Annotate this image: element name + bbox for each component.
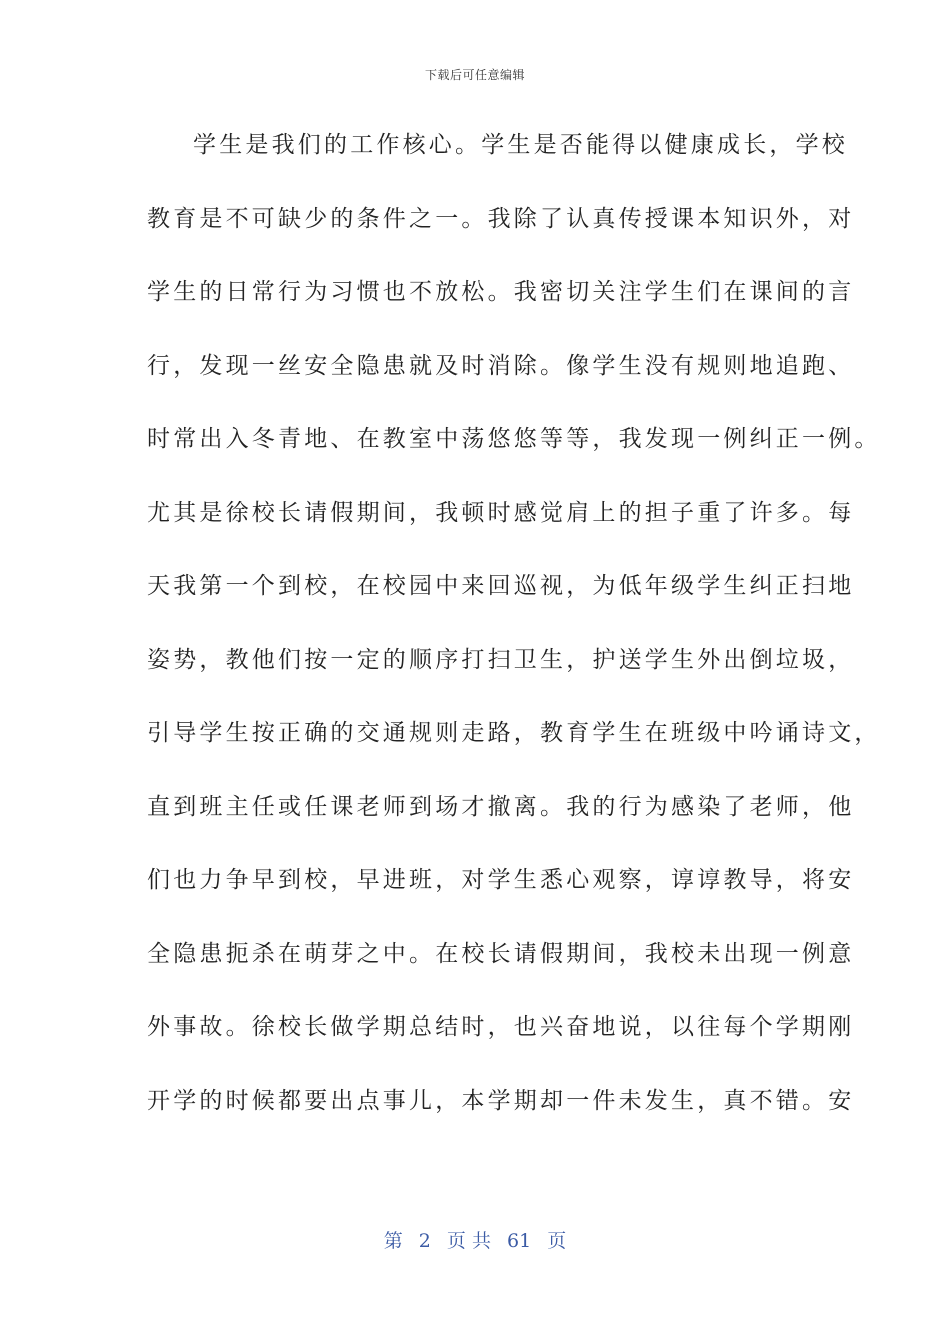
body-text bbox=[147, 122, 881, 1151]
text-line: 学生是我们的工作核心。学生是否能得以健康成长，学校 bbox=[193, 132, 848, 158]
text-line: 开学的时候都要出点事儿，本学期却一件未发生，真不错。安 bbox=[147, 1087, 855, 1114]
text-line: 教育是不可缺少的条件之一。我除了认真传授课本知识外，对 bbox=[147, 205, 855, 232]
page-footer bbox=[0, 1226, 950, 1253]
text-line: 直到班主任或任课老师到场才撤离。我的行为感染了老师，他 bbox=[147, 793, 855, 820]
text-line: 时常出入冬青地、在教室中荡悠悠等等，我发现一例纠正一例。 bbox=[147, 426, 881, 452]
footer-prefix: 第 bbox=[383, 1230, 403, 1252]
text-line: 们也力争早到校，早进班，对学生悉心观察，谆谆教导，将安 bbox=[147, 867, 855, 893]
text-line: 外事故。徐校长做学期总结时，也兴奋地说，以往每个学期刚 bbox=[147, 1014, 855, 1040]
footer-suffix: 页 bbox=[547, 1230, 567, 1252]
header-note: 下载后可任意编辑 bbox=[424, 68, 525, 82]
text-line: 学生的日常行为习惯也不放松。我密切关注学生们在课间的言 bbox=[147, 279, 855, 305]
text-line: 引导学生按正确的交通规则走路，教育学生在班级中吟诵诗文， bbox=[147, 720, 881, 746]
text-line: 全隐患扼杀在萌芽之中。在校长请假期间，我校未出现一例意 bbox=[147, 940, 855, 967]
footer-total-pages: 61 bbox=[507, 1230, 532, 1252]
footer-page-number: 2 bbox=[418, 1230, 431, 1252]
text-line: 尤其是徐校长请假期间，我顿时感觉肩上的担子重了许多。每 bbox=[147, 499, 855, 526]
text-line: 天我第一个到校，在校园中来回巡视，为低年级学生纠正扫地 bbox=[147, 573, 855, 599]
text-line: 行，发现一丝安全隐患就及时消除。像学生没有规则地追跑、 bbox=[147, 352, 855, 379]
text-line: 姿势，教他们按一定的顺序打扫卫生，护送学生外出倒垃圾， bbox=[147, 646, 855, 673]
footer-middle: 页 共 bbox=[446, 1230, 491, 1252]
